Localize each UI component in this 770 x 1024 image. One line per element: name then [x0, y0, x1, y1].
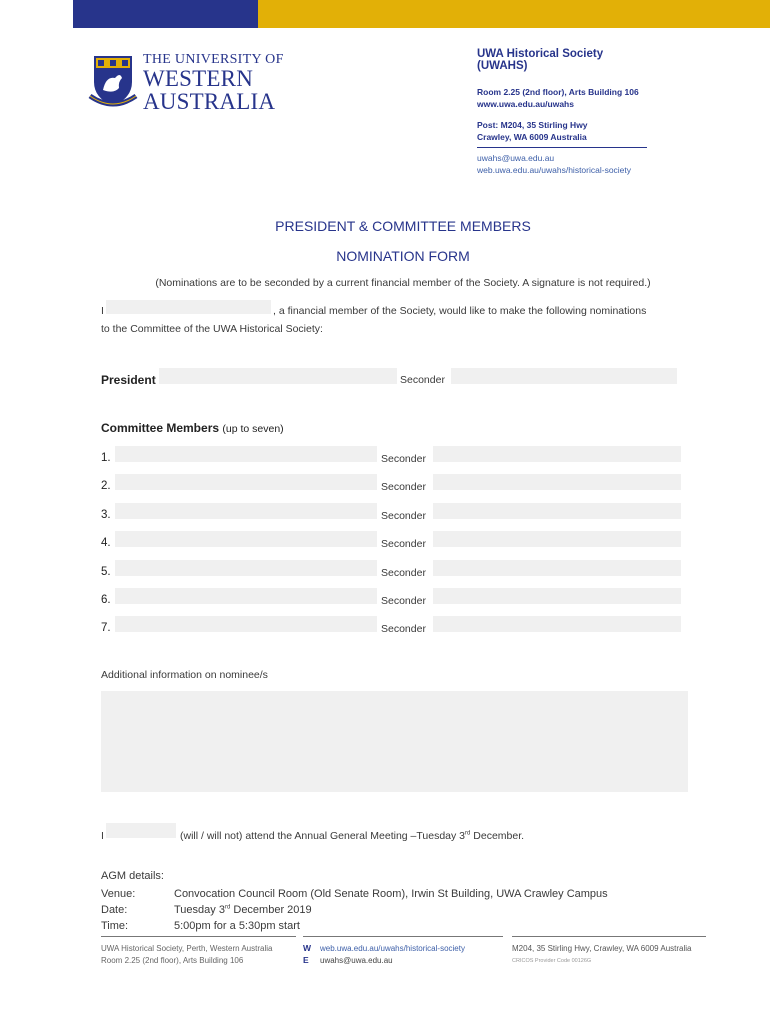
contact-divider: [477, 147, 647, 148]
attendance-end: December.: [470, 830, 525, 842]
date-pre: Tuesday 3: [174, 904, 225, 916]
committee-nominee-field[interactable]: [115, 616, 377, 632]
attendance-statement: [180, 830, 524, 842]
committee-label-text: Committee Members: [101, 421, 220, 435]
form-heading: PRESIDENT & COMMITTEE MEMBERS: [275, 218, 531, 234]
footer-left-line2: Room 2.25 (2nd floor), Arts Building 106: [101, 956, 244, 965]
additional-info-textarea[interactable]: [101, 691, 688, 792]
logo-line-3: AUSTRALIA: [143, 89, 276, 114]
committee-seconder-label: Seconder: [381, 623, 426, 635]
committee-seconder-label: Seconder: [381, 510, 426, 522]
footer-rule-middle: [303, 936, 503, 937]
time-label: Time:: [101, 920, 129, 932]
committee-number: 2.: [101, 480, 111, 492]
footer-cricos: CRICOS Provider Code 00126G: [512, 958, 592, 964]
venue-label: Venue:: [101, 888, 136, 900]
intro-i: I: [101, 305, 104, 317]
committee-seconder-field[interactable]: [433, 616, 681, 632]
footer-website-link[interactable]: web.uwa.edu.au/uwahs/historical-society: [320, 944, 465, 953]
committee-nominee-field[interactable]: [115, 446, 377, 462]
intro-text-line2: to the Committee of the UWA Historical Society:: [101, 323, 323, 335]
contact-website-link[interactable]: web.uwa.edu.au/uwahs/historical-society: [477, 165, 632, 175]
committee-seconder-label: Seconder: [381, 538, 426, 550]
attendance-text: (will / will not) attend the Annual General Meeting –Tuesday 3: [180, 830, 466, 842]
date-value: [174, 904, 312, 916]
committee-nominee-field[interactable]: [115, 474, 377, 490]
committee-label: [101, 421, 284, 435]
footer-rule-right: [512, 936, 706, 937]
footer-email-link[interactable]: uwahs@uwa.edu.au: [320, 956, 393, 965]
attendee-name-field[interactable]: [106, 823, 176, 838]
committee-seconder-field[interactable]: [433, 531, 681, 547]
footer-links: [320, 943, 465, 967]
committee-nominee-field[interactable]: [115, 531, 377, 547]
date-label: Date:: [101, 904, 128, 916]
footer-left-text: [101, 943, 272, 967]
university-wordmark: [143, 52, 284, 113]
committee-number: 5.: [101, 566, 111, 578]
intro-text: , a financial member of the Society, would like to make the following nominations: [273, 305, 647, 317]
room-address: Room 2.25 (2nd floor), Arts Building 106: [477, 87, 639, 97]
attend-i: I: [101, 830, 104, 842]
footer-left-line1: UWA Historical Society, Perth, Western Australia: [101, 944, 273, 953]
president-seconder-field[interactable]: [451, 368, 677, 384]
footer-w-marker: W: [303, 943, 312, 953]
committee-seconder-field[interactable]: [433, 588, 681, 604]
committee-seconder-label: Seconder: [381, 567, 426, 579]
committee-seconder-field[interactable]: [433, 503, 681, 519]
committee-number: 7.: [101, 622, 111, 634]
date-sup: rd: [224, 904, 231, 911]
footer-address: M204, 35 Stirling Hwy, Crawley, WA 6009 Australia: [512, 944, 692, 953]
footer-rule-left: [101, 936, 296, 937]
committee-number: 4.: [101, 537, 111, 549]
uwa-crest-icon: [88, 52, 138, 108]
form-subheading: NOMINATION FORM: [336, 248, 470, 264]
committee-seconder-label: Seconder: [381, 595, 426, 607]
agm-title: AGM details:: [101, 870, 164, 882]
committee-number: 6.: [101, 594, 111, 606]
suburb-address: Crawley, WA 6009 Australia: [477, 132, 587, 142]
attendance-sup: rd: [465, 830, 471, 837]
footer-e-marker: E: [303, 955, 309, 965]
committee-nominee-field[interactable]: [115, 560, 377, 576]
header-bar-gold: [258, 0, 770, 28]
contact-block: [477, 48, 652, 176]
logo-line-1: THE UNIVERSITY OF: [143, 52, 284, 67]
president-label: President: [101, 373, 156, 387]
committee-number: 1.: [101, 452, 111, 464]
committee-seconder-field[interactable]: [433, 474, 681, 490]
committee-nominee-field[interactable]: [115, 588, 377, 604]
committee-seconder-field[interactable]: [433, 560, 681, 576]
president-nominee-field[interactable]: [159, 368, 397, 384]
logo-line-2: WESTERN: [143, 66, 253, 91]
additional-info-label: Additional information on nominee/s: [101, 669, 268, 681]
committee-seconder-field[interactable]: [433, 446, 681, 462]
president-seconder-label: Seconder: [400, 374, 445, 386]
header-bar-blue: [73, 0, 258, 28]
nomination-note: (Nominations are to be seconded by a current financial member of the Society. A signature is not required.): [155, 277, 651, 289]
date-post: December 2019: [230, 904, 312, 916]
society-name: UWA Historical Society (UWAHS): [477, 48, 604, 72]
committee-number: 3.: [101, 509, 111, 521]
committee-seconder-label: Seconder: [381, 481, 426, 493]
venue-value: Convocation Council Room (Old Senate Room), Irwin St Building, UWA Crawley Campus: [174, 888, 608, 900]
committee-seconder-label: Seconder: [381, 453, 426, 465]
committee-limit-note: (up to seven): [222, 423, 284, 435]
nominator-name-field[interactable]: [106, 300, 271, 314]
footer-right-text: [512, 943, 691, 967]
contact-email-link[interactable]: uwahs@uwa.edu.au: [477, 153, 555, 163]
time-value: 5:00pm for a 5:30pm start: [174, 920, 300, 932]
committee-nominee-field[interactable]: [115, 503, 377, 519]
website-short[interactable]: www.uwa.edu.au/uwahs: [477, 99, 574, 109]
postal-address: Post: M204, 35 Stirling Hwy: [477, 120, 588, 130]
